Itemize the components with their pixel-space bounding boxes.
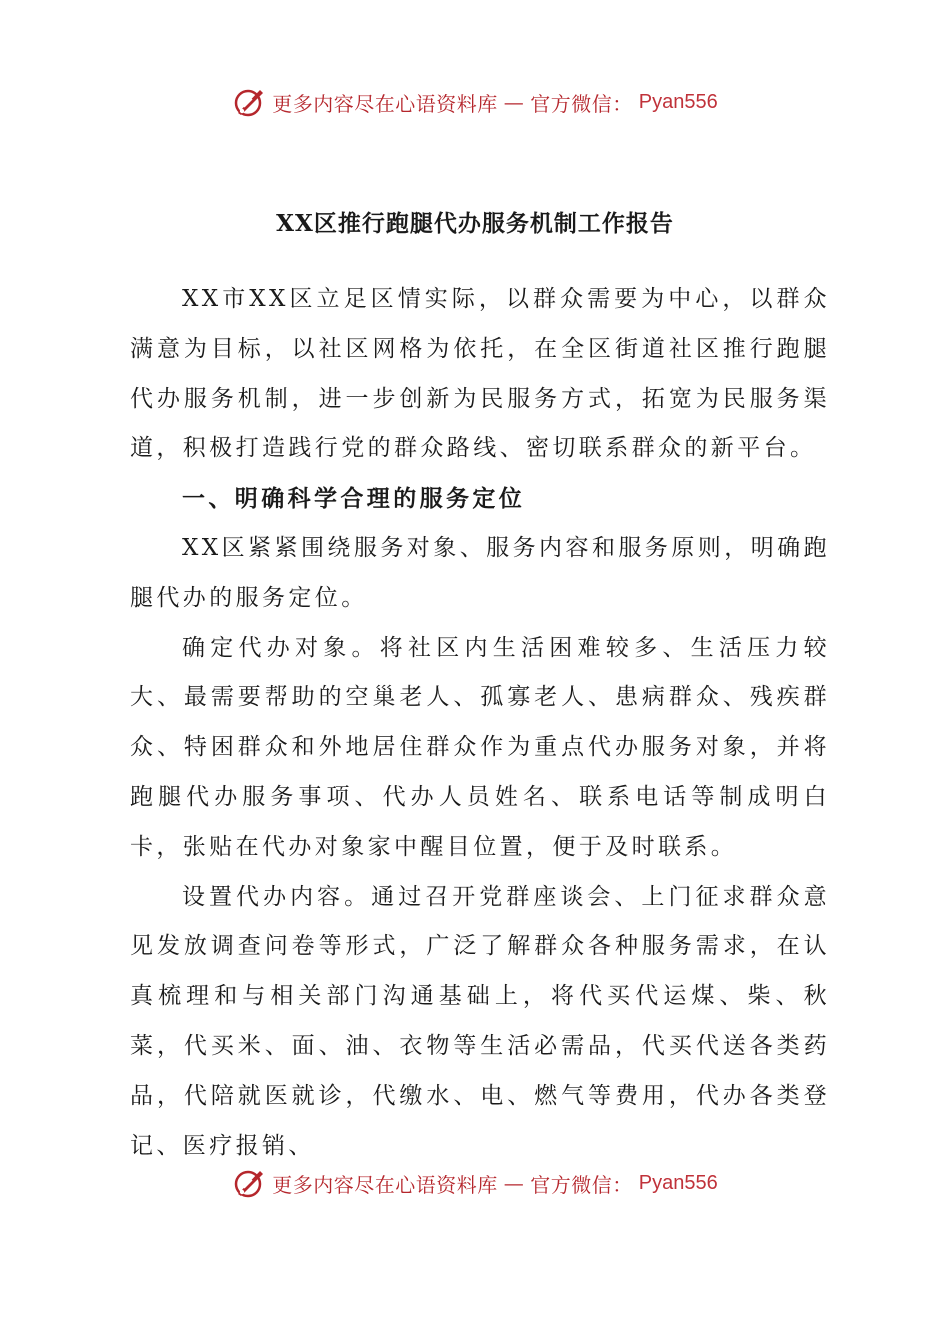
watermark-wechat-label: 官方微信： [530, 91, 633, 116]
paragraph-service-targets: 确定代办对象。将社区内生活困难较多、生活压力较大、最需要帮助的空巢老人、孤寡老人、患病群众、残疾群众、特困群众和外地居住群众作为重点代办服务对象，并将跑腿代办服务事项、代办人员姓名、联系电话等制成明白卡，张贴在代办对象家中醒目位置，便于及时联系。 [130, 634, 830, 860]
watermark-main-text: 更多内容尽在心语资料库 [272, 1172, 498, 1197]
paragraph-intro: XX市XX区立足区情实际，以群众需要为中心，以群众满意为目标，以社区网格为依托，在全区街道社区推行跑腿代办服务机制，进一步创新为民服务方式，拓宽为民服务渠道，积极打造践行党的群众路线、密切联系群众的新平台。 [130, 286, 830, 462]
quill-pen-icon [232, 85, 266, 119]
paragraph-service-content: 设置代办内容。通过召开党群座谈会、上门征求群众意见发放调查问卷等形式，广泛了解群众各种服务需求，在认真梳理和与相关部门沟通基础上，将代买代运煤、柴、秋菜，代买米、面、油、衣物等生活必需品，代买代送各类药品，代陪就医就诊，代缴水、电、燃气等费用，代办各类登记、医疗报销、 [130, 883, 830, 1159]
watermark-wechat-label: 官方微信： [530, 1172, 633, 1197]
watermark-main-text: 更多内容尽在心语资料库 [272, 91, 498, 116]
section-heading-1: 一、明确科学合理的服务定位 [182, 485, 526, 513]
watermark-dash: — [503, 90, 525, 114]
watermark-banner-top [0, 82, 950, 122]
watermark-dash: — [503, 1171, 525, 1195]
quill-pen-icon [232, 1166, 266, 1200]
watermark-banner-bottom [0, 1163, 950, 1203]
paragraph-positioning: XX区紧紧围绕服务对象、服务内容和服务原则，明确跑腿代办的服务定位。 [130, 534, 830, 611]
document-title: XX区推行跑腿代办服务机制工作报告 [276, 210, 674, 237]
watermark-wechat-id: Pyan556 [638, 1171, 718, 1194]
watermark-wechat-id: Pyan556 [638, 90, 718, 113]
document-body [130, 275, 830, 1171]
